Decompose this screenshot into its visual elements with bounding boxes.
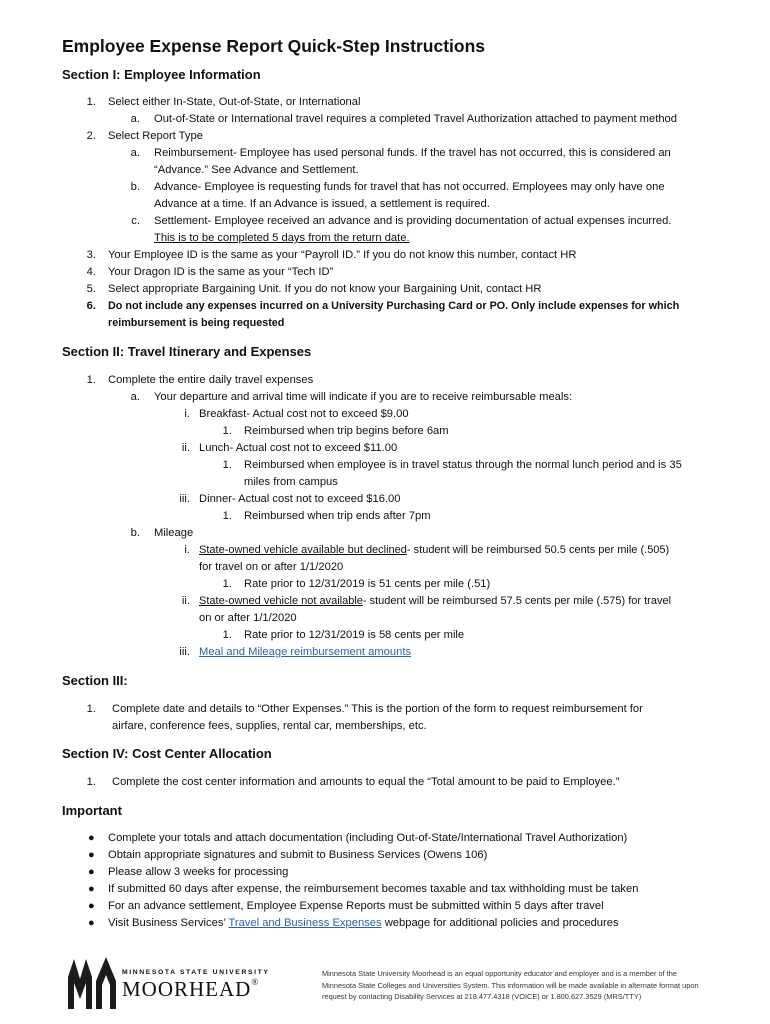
list-marker: 1.	[86, 374, 96, 386]
list-marker: b.	[130, 181, 140, 193]
list-marker: iii.	[179, 646, 190, 658]
mileage-unavailable-text: - student will be reimbursed 57.5 cents per mile (.575) for travel	[362, 595, 672, 607]
list-item: Lunch- Actual cost not to exceed $11.00	[199, 442, 398, 454]
list-item-continued: “Advance.” See Advance and Settlement.	[154, 164, 359, 176]
list-marker: 1.	[222, 578, 232, 590]
list-item: Rate prior to 12/31/2019 is 51 cents per mile (.51)	[244, 578, 491, 590]
list-item	[108, 915, 619, 931]
list-item: Select Report Type	[108, 130, 203, 142]
list-item: Complete your totals and attach documentation (including Out-of-State/International Travel Authorization)	[108, 832, 628, 844]
list-item: Dinner- Actual cost not to exceed $16.00	[199, 493, 401, 505]
list-item: Advance- Employee is requesting funds for travel that has not occurred. Employees may only have one	[154, 181, 665, 193]
section-2-heading: Section II: Travel Itinerary and Expenses	[62, 344, 312, 359]
list-marker: 1.	[86, 703, 96, 715]
list-item: Reimbursement- Employee has used personal funds. If the travel has not occurred, this is considered an	[154, 147, 671, 159]
visit-prefix: Visit Business Services’	[108, 917, 229, 929]
list-item: If submitted 60 days after expense, the reimbursement becomes taxable and tax withholding must be taken	[108, 883, 639, 895]
list-item-continued: for travel on or after 1/1/2020	[199, 561, 344, 573]
list-marker: i.	[184, 544, 190, 556]
list-item: Complete date and details to “Other Expenses.” This is the portion of the form to request reimbursement for	[112, 703, 643, 715]
list-item: Reimbursed when trip ends after 7pm	[244, 510, 431, 522]
disclaimer-line: request by contacting Disability Services at 218.477.4318 (VOICE) or 1.800.627.3529 (MRS/TTY)	[322, 992, 642, 1001]
footer-disclaimer	[322, 968, 742, 1003]
page-title: Employee Expense Report Quick-Step Instructions	[62, 36, 486, 56]
list-marker: b.	[130, 527, 140, 539]
list-item: Out-of-State or International travel requires a completed Travel Authorization attached to payment method	[154, 113, 677, 125]
list-item: Reimbursed when trip begins before 6am	[244, 425, 449, 437]
list-marker: 1.	[222, 459, 232, 471]
mileage-declined-label: State-owned vehicle available but declined	[199, 544, 407, 556]
list-item-continued: on or after 1/1/2020	[199, 612, 297, 624]
list-marker: a.	[130, 147, 140, 159]
list-marker: 1.	[222, 629, 232, 641]
list-item: Select appropriate Bargaining Unit. If you do not know your Bargaining Unit, contact HR	[108, 283, 542, 295]
list-item-continued: Advance at a time. If an Advance is issued, a settlement is required.	[154, 198, 490, 210]
list-item: Obtain appropriate signatures and submit to Business Services (Owens 106)	[108, 849, 488, 861]
list-item: Settlement- Employee received an advance and is providing documentation of actual expenses incurred.	[154, 215, 672, 227]
list-marker: ii.	[181, 595, 190, 607]
logo-wordmark: MOORHEAD®	[122, 977, 260, 1001]
list-item: Your Dragon ID is the same as your “Tech ID”	[108, 266, 334, 278]
list-marker: 1.	[86, 776, 96, 788]
list-marker: 1.	[222, 425, 232, 437]
list-item: Reimbursed when employee is in travel status through the normal lunch period and is 35	[244, 459, 682, 471]
list-marker: 1.	[86, 96, 96, 108]
list-marker: c.	[131, 215, 140, 227]
list-marker: a.	[130, 391, 140, 403]
section-3-heading: Section III:	[62, 673, 128, 688]
list-item: For an advance settlement, Employee Expense Reports must be submitted within 5 days after travel	[108, 900, 604, 912]
list-item: Do not include any expenses incurred on a University Purchasing Card or PO. Only include expenses for which	[108, 300, 680, 312]
list-item: Rate prior to 12/31/2019 is 58 cents per mile	[244, 629, 465, 641]
list-item: Please allow 3 weeks for processing	[108, 866, 289, 878]
visit-suffix: webpage for additional policies and procedures	[381, 917, 619, 929]
list-marker: 3.	[86, 249, 96, 261]
logo-subtitle: MINNESOTA STATE UNIVERSITY	[122, 969, 270, 976]
bullet-icon: ●	[88, 883, 95, 895]
list-item: Your Employee ID is the same as your “Payroll ID.” If you do not know this number, contact HR	[108, 249, 577, 261]
list-marker: ii.	[181, 442, 190, 454]
list-marker: 4.	[86, 266, 96, 278]
list-item	[199, 593, 671, 609]
list-marker: 2.	[86, 130, 96, 142]
list-item: Your departure and arrival time will indicate if you are to receive reimbursable meals:	[154, 391, 573, 403]
mileage-unavailable-label: State-owned vehicle not available	[199, 595, 363, 607]
bullet-icon: ●	[88, 849, 95, 861]
disclaimer-line: Minnesota State Colleges and Universities System. This information will be made available in alternate format upon	[322, 980, 699, 990]
list-item	[199, 542, 669, 558]
section-4-heading: Section IV: Cost Center Allocation	[62, 746, 272, 761]
mileage-declined-text: - student will be reimbursed 50.5 cents per mile (.505)	[406, 544, 670, 556]
list-item: Complete the entire daily travel expenses	[108, 374, 314, 386]
list-item: Breakfast- Actual cost not to exceed $9.00	[199, 408, 409, 420]
bullet-icon: ●	[88, 917, 95, 929]
list-item-continued: reimbursement is being requested	[108, 317, 285, 329]
important-heading: Important	[62, 803, 122, 818]
list-item-continued: miles from campus	[244, 476, 338, 488]
list-marker: 6.	[86, 300, 96, 312]
list-marker: a.	[130, 113, 140, 125]
list-marker: iii.	[179, 493, 190, 505]
disclaimer-line: Minnesota State University Moorhead is an equal opportunity educator and employer and is a member of the	[322, 969, 677, 978]
travel-expenses-link[interactable]: Travel and Business Expenses	[228, 917, 382, 929]
list-item: Select either In-State, Out-of-State, or International	[108, 96, 361, 108]
list-item-continued: airfare, conference fees, supplies, rental car, memberships, etc.	[112, 720, 427, 732]
bullet-icon: ●	[88, 900, 95, 912]
meal-mileage-link[interactable]: Meal and Mileage reimbursement amounts	[199, 646, 412, 658]
list-marker: 5.	[86, 283, 96, 295]
section-1-heading: Section I: Employee Information	[62, 67, 261, 82]
list-item: Mileage	[154, 527, 194, 539]
bullet-icon: ●	[88, 832, 95, 844]
list-marker: i.	[184, 408, 190, 420]
bullet-icon: ●	[88, 866, 95, 878]
settlement-deadline-note: This is to be completed 5 days from the return date.	[154, 232, 410, 244]
list-item: Complete the cost center information and amounts to equal the “Total amount to be paid to Employee.”	[112, 776, 620, 788]
list-marker: 1.	[222, 510, 232, 522]
